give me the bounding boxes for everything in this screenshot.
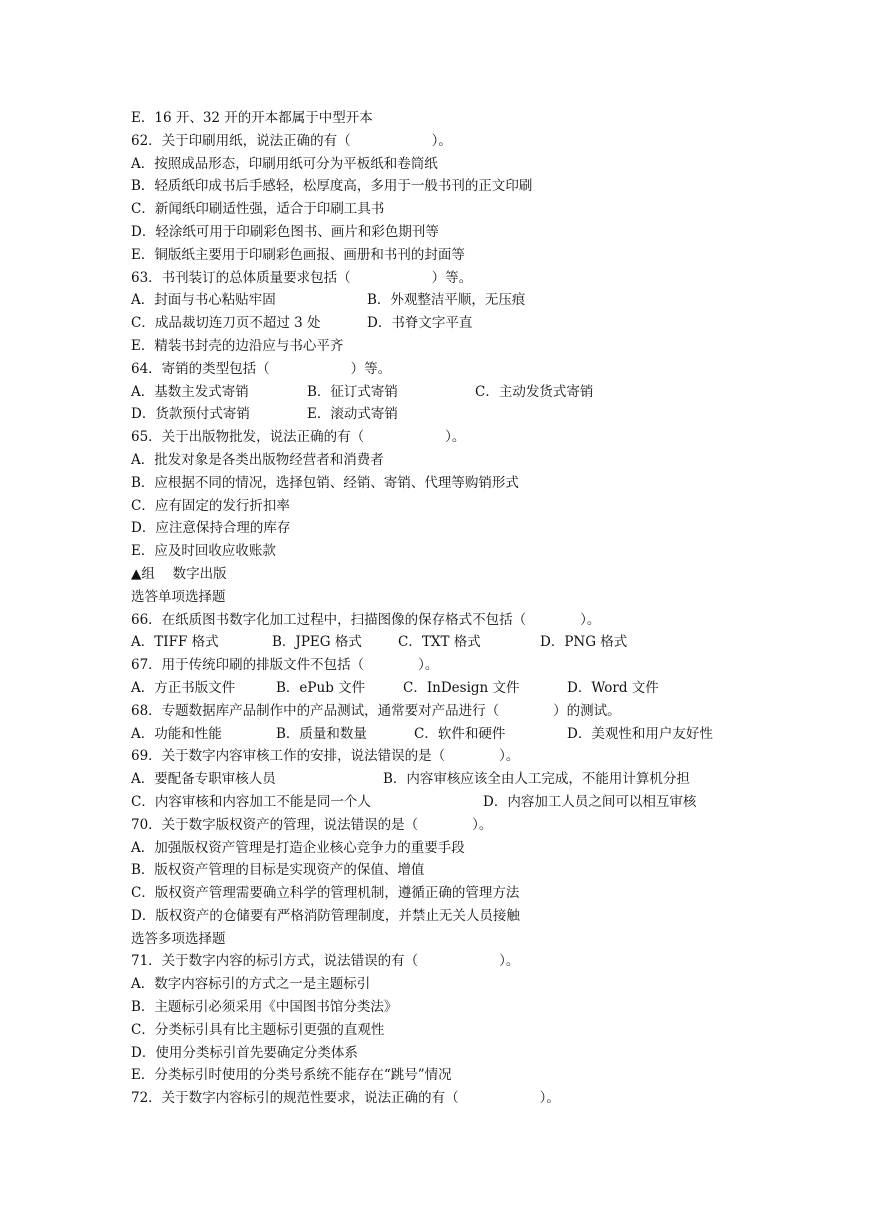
line-text: E．分类标引时使用的分类号系统不能存在“跳号”情况 [131, 1067, 452, 1084]
text-line [131, 221, 831, 244]
line-text: B．主题标引必须采用《中国图书馆分类法》 [131, 999, 398, 1016]
text-line [131, 882, 831, 905]
line-text: B．版权资产管理的目标是实现资产的保值、增值 [131, 862, 425, 879]
line-text: 选答多项选择题 [131, 930, 226, 947]
option-text: A．要配备专职审核人员 [131, 771, 276, 788]
text-line [131, 586, 831, 609]
option-text: C．成品裁切连刀页不超过 3 处 [131, 315, 321, 332]
line-text: 68．专题数据库产品制作中的产品测试，通常要对产品进行（ ）的测试。 [131, 702, 621, 719]
line-text: 64．寄销的类型包括（ ）等。 [131, 360, 392, 377]
line-text: D．版权资产的仓储要有严格消防管理制度，并禁止无关人员接触 [131, 907, 520, 924]
line-text: 62．关于印刷用纸，说法正确的有（ ）。 [131, 132, 452, 149]
option-text: D．Word 文件 [567, 679, 659, 696]
line-text: ▲组 数字出版 [131, 565, 227, 582]
option-text: B．内容审核应该全由人工完成，不能用计算机分担 [383, 771, 690, 788]
line-text: D．轻涂纸可用于印刷彩色图书、画片和彩色期刊等 [131, 223, 439, 240]
text-line [131, 700, 831, 723]
text-line [131, 745, 831, 768]
line-text: 选答单项选择题 [131, 588, 226, 605]
text-line [131, 609, 831, 632]
line-text: E．铜版纸主要用于印刷彩色画报、画册和书刊的封面等 [131, 246, 465, 263]
line-text: D．使用分类标引首先要确定分类体系 [131, 1044, 358, 1061]
option-text: C．内容审核和内容加工不能是同一个人 [131, 793, 371, 810]
option-text: D．PNG 格式 [540, 634, 628, 651]
option-text: B．外观整洁平顺，无压痕 [367, 292, 526, 309]
text-line [131, 814, 831, 837]
document-body [131, 107, 831, 1110]
option-text: E．滚动式寄销 [307, 406, 398, 423]
option-text: C．软件和硬件 [414, 725, 506, 742]
option-text: D．内容加工人员之间可以相互审核 [483, 793, 697, 810]
text-line [131, 267, 831, 290]
text-line [131, 723, 831, 746]
text-line [131, 996, 831, 1019]
text-line [131, 837, 831, 860]
text-line [131, 426, 831, 449]
text-line [131, 905, 831, 928]
line-text: 72．关于数字内容标引的规范性要求，说法正确的有（ ）。 [131, 1090, 560, 1107]
text-line [131, 517, 831, 540]
option-text: B．JPEG 格式 [272, 634, 362, 651]
line-text: 66．在纸质图书数字化加工过程中，扫描图像的保存格式不包括（ ）。 [131, 611, 601, 628]
text-line [131, 677, 831, 700]
line-text: C．版权资产管理需要确立科学的管理机制，遵循正确的管理方法 [131, 885, 520, 902]
option-text: A．TIFF 格式 [131, 634, 219, 651]
text-line [131, 358, 831, 381]
line-text: E．精装书封壳的边沿应与书心平齐 [131, 337, 344, 354]
line-text: C．分类标引具有比主题标引更强的直观性 [131, 1021, 385, 1038]
text-line [131, 928, 831, 951]
text-line [131, 1042, 831, 1065]
option-text: C．InDesign 文件 [403, 679, 520, 696]
option-text: D．书脊文字平直 [367, 315, 473, 332]
text-line [131, 244, 831, 267]
text-line [131, 631, 831, 654]
line-text: A．批发对象是各类出版物经营者和消费者 [131, 451, 384, 468]
option-text: C．主动发货式寄销 [475, 383, 594, 400]
line-text: B．轻质纸印成书后手感轻，松厚度高，多用于一般书刊的正文印刷 [131, 178, 533, 195]
text-line [131, 1064, 831, 1087]
option-text: A．封面与书心粘贴牢固 [131, 292, 276, 309]
text-line [131, 449, 831, 472]
line-text: 65．关于出版物批发，说法正确的有（ ）。 [131, 429, 466, 446]
text-line [131, 540, 831, 563]
text-line [131, 791, 831, 814]
line-text: 67．用于传统印刷的排版文件不包括（ ）。 [131, 657, 439, 674]
text-line [131, 130, 831, 153]
option-text: D．货款预付式寄销 [131, 406, 250, 423]
text-line [131, 973, 831, 996]
option-text: B．征订式寄销 [307, 383, 398, 400]
line-text: 69．关于数字内容审核工作的安排，说法错误的是（ ）。 [131, 748, 520, 765]
option-text: D．美观性和用户友好性 [567, 725, 713, 742]
text-line [131, 198, 831, 221]
line-text: 63．书刊装订的总体质量要求包括（ ）等。 [131, 269, 473, 286]
option-text: B．ePub 文件 [276, 679, 366, 696]
text-line [131, 312, 831, 335]
text-line [131, 403, 831, 426]
line-text: B．应根据不同的情况，选择包销、经销、寄销、代理等购销形式 [131, 474, 519, 491]
option-text: A．功能和性能 [131, 725, 222, 742]
text-line [131, 563, 831, 586]
line-text: 71．关于数字内容的标引方式，说法错误的有（ ）。 [131, 953, 520, 970]
line-text: E．应及时回收应收账款 [131, 543, 276, 560]
text-line [131, 289, 831, 312]
text-line [131, 1087, 831, 1110]
option-text: B．质量和数量 [276, 725, 367, 742]
text-line [131, 1019, 831, 1042]
line-text: E．16 开、32 开的开本都属于中型开本 [131, 110, 373, 126]
option-text: A．基数主发式寄销 [131, 383, 249, 400]
option-text: A．方正书版文件 [131, 679, 236, 696]
text-line [131, 335, 831, 358]
text-line [131, 107, 831, 130]
text-line [131, 175, 831, 198]
line-text: C．应有固定的发行折扣率 [131, 497, 290, 514]
line-text: A．加强版权资产管理是打造企业核心竞争力的重要手段 [131, 839, 465, 856]
text-line [131, 768, 831, 791]
text-line [131, 495, 831, 518]
text-line [131, 153, 831, 176]
text-line [131, 472, 831, 495]
line-text: D．应注意保持合理的库存 [131, 520, 291, 537]
option-text: C．TXT 格式 [398, 634, 481, 651]
line-text: A．数字内容标引的方式之一是主题标引 [131, 976, 371, 993]
text-line [131, 859, 831, 882]
text-line [131, 950, 831, 973]
line-text: 70．关于数字版权资产的管理，说法错误的是（ ）。 [131, 816, 493, 833]
text-line [131, 381, 831, 404]
text-line [131, 654, 831, 677]
line-text: C．新闻纸印刷适性强，适合于印刷工具书 [131, 201, 385, 218]
line-text: A．按照成品形态，印刷用纸可分为平板纸和卷筒纸 [131, 155, 438, 172]
